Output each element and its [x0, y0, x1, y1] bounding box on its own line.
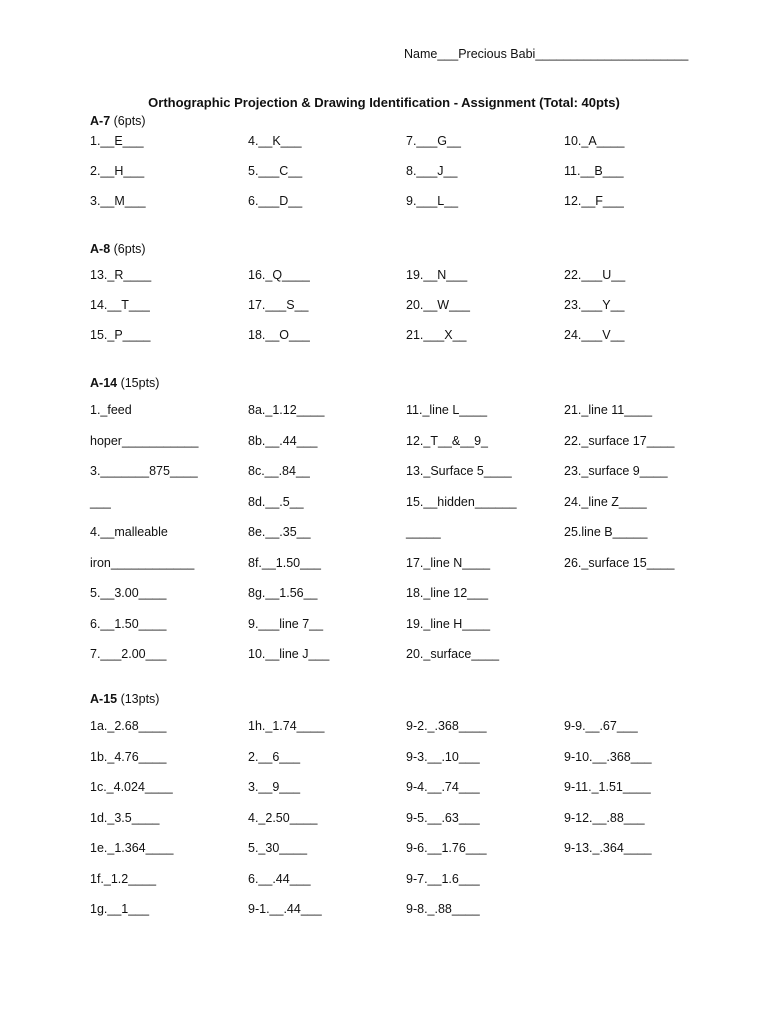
answer-item: 9-13._.364____ — [564, 841, 652, 855]
answer-item: 8c.__.84__ — [248, 464, 310, 478]
section-label: A-14 — [90, 376, 118, 390]
answer-item: 6.___D__ — [248, 194, 303, 208]
answer-item: 10._A____ — [564, 134, 625, 148]
answer-item: 4._2.50____ — [248, 810, 318, 825]
answer-item: 9-9.__.67___ — [564, 719, 638, 733]
answer-item: 17.___S__ — [248, 298, 309, 312]
answer-item: 22.___U__ — [564, 268, 626, 282]
answer-item: 18._line 12___ — [406, 586, 489, 600]
answer-item: 7.___2.00___ — [90, 647, 167, 661]
answer-item: 8e.__.35__ — [248, 525, 311, 539]
answer-item: 9-7.__1.6___ — [406, 871, 480, 886]
answer-item: 15.__hidden______ — [406, 494, 517, 509]
answer-item: 17._line N____ — [406, 555, 491, 570]
answer-item: 1b._4.76____ — [90, 749, 167, 764]
answer-item: 18.__O___ — [248, 328, 310, 342]
answer-item: 5._30____ — [248, 841, 308, 855]
answer-item: 26._surface 15____ — [564, 555, 675, 570]
answer-item: 8g.__1.56__ — [248, 586, 318, 600]
page-title: Orthographic Projection & Drawing Identification - Assignment (Total: 40pts) — [148, 95, 620, 110]
section-label: A-7 — [90, 114, 111, 128]
answer-item: 13._Surface 5____ — [406, 464, 512, 478]
answer-item: 4.__K___ — [248, 134, 302, 148]
answer-item: 1a._2.68____ — [90, 719, 167, 733]
section-header — [90, 242, 146, 256]
answer-item: 9-11._1.51____ — [564, 780, 651, 794]
answer-item: 16._Q____ — [248, 268, 310, 282]
answer-item: 3.__9___ — [248, 780, 301, 794]
answer-item: 8a._1.12____ — [248, 403, 325, 417]
answer-item: 9-8._.88____ — [406, 902, 480, 916]
answer-item: 22._surface 17____ — [564, 433, 675, 448]
section-label: A-15 — [90, 692, 118, 706]
answer-item: 21._line 11____ — [564, 403, 653, 417]
answer-item: 2.__6___ — [248, 749, 301, 764]
answer-item: 24._line Z____ — [564, 494, 647, 509]
answer-item: 15._P____ — [90, 328, 151, 342]
answer-item: 25.line B_____ — [564, 525, 648, 539]
answer-item: 8d.__.5__ — [248, 494, 304, 509]
answer-item: 20.__W___ — [406, 298, 470, 312]
answer-item: 9-4.__.74___ — [406, 780, 480, 794]
answer-item: 1f._1.2____ — [90, 871, 157, 886]
answer-item: hoper___________ — [90, 433, 199, 448]
answer-item: 6.__.44___ — [248, 871, 311, 886]
answer-item: 19._line H____ — [406, 616, 491, 631]
answer-item: 1g.__1___ — [90, 902, 150, 916]
answer-item: 23._surface 9____ — [564, 464, 668, 478]
answer-item: 6.__1.50____ — [90, 616, 167, 631]
section-header — [90, 692, 159, 706]
answer-item: 1c._4.024____ — [90, 780, 173, 794]
answer-item: 3.__M___ — [90, 194, 146, 208]
answer-item: 21.___X__ — [406, 328, 467, 342]
answer-item: 1e._1.364____ — [90, 841, 174, 855]
answer-item: 9-10.__.368___ — [564, 749, 652, 764]
answer-item: 5.__3.00____ — [90, 586, 167, 600]
answer-item: 1.__E___ — [90, 134, 144, 148]
answer-item: 11.__B___ — [564, 164, 624, 178]
answer-item: 3._______875____ — [90, 464, 198, 478]
section-header — [90, 114, 146, 128]
answer-item: 4.__malleable — [90, 525, 168, 539]
answer-item: 1h._1.74____ — [248, 719, 325, 733]
answer-item: 23.___Y__ — [564, 298, 625, 312]
answer-item: 8b.__.44___ — [248, 433, 318, 448]
answer-item: 9-6.__1.76___ — [406, 841, 487, 855]
student-name-line: Name___Precious Babi______________________ — [404, 47, 689, 61]
answer-item: 9-5.__.63___ — [406, 810, 480, 825]
section-points: (6pts) — [110, 114, 146, 128]
answer-item: iron____________ — [90, 555, 195, 570]
answer-item: 7.___G__ — [406, 134, 461, 148]
section-label: A-8 — [90, 242, 111, 256]
answer-item: 19.__N___ — [406, 268, 468, 282]
answer-item: 2.__H___ — [90, 164, 145, 178]
answer-item: 9-12.__.88___ — [564, 810, 645, 825]
answer-item: _____ — [406, 525, 441, 539]
answer-item: 14.__T___ — [90, 298, 150, 312]
answer-item: 11._line L____ — [406, 403, 488, 417]
answer-item: 1d._3.5____ — [90, 810, 160, 825]
answer-item: 1._feed — [90, 403, 132, 417]
answer-item: 24.___V__ — [564, 328, 625, 342]
answer-item: 10.__line J___ — [248, 647, 330, 661]
answer-item: 9-3.__.10___ — [406, 749, 480, 764]
answer-item: 9.___line 7__ — [248, 616, 324, 631]
answer-item: 5.___C__ — [248, 164, 303, 178]
answer-item: 20._surface____ — [406, 647, 500, 661]
answer-item: 9-1.__.44___ — [248, 902, 322, 916]
section-header — [90, 376, 159, 390]
section-points: (15pts) — [117, 376, 160, 390]
answer-item: 9.___L__ — [406, 194, 459, 208]
answer-item: 12._T__&__9_ — [406, 433, 489, 448]
answer-item: 8f.__1.50___ — [248, 555, 321, 570]
section-points: (13pts) — [117, 692, 160, 706]
answer-item: 8.___J__ — [406, 164, 458, 178]
section-points: (6pts) — [110, 242, 146, 256]
answer-item: 13._R____ — [90, 268, 152, 282]
answer-item: 9-2._.368____ — [406, 719, 487, 733]
answer-item: 12.__F___ — [564, 194, 624, 208]
answer-item: ___ — [90, 494, 111, 509]
